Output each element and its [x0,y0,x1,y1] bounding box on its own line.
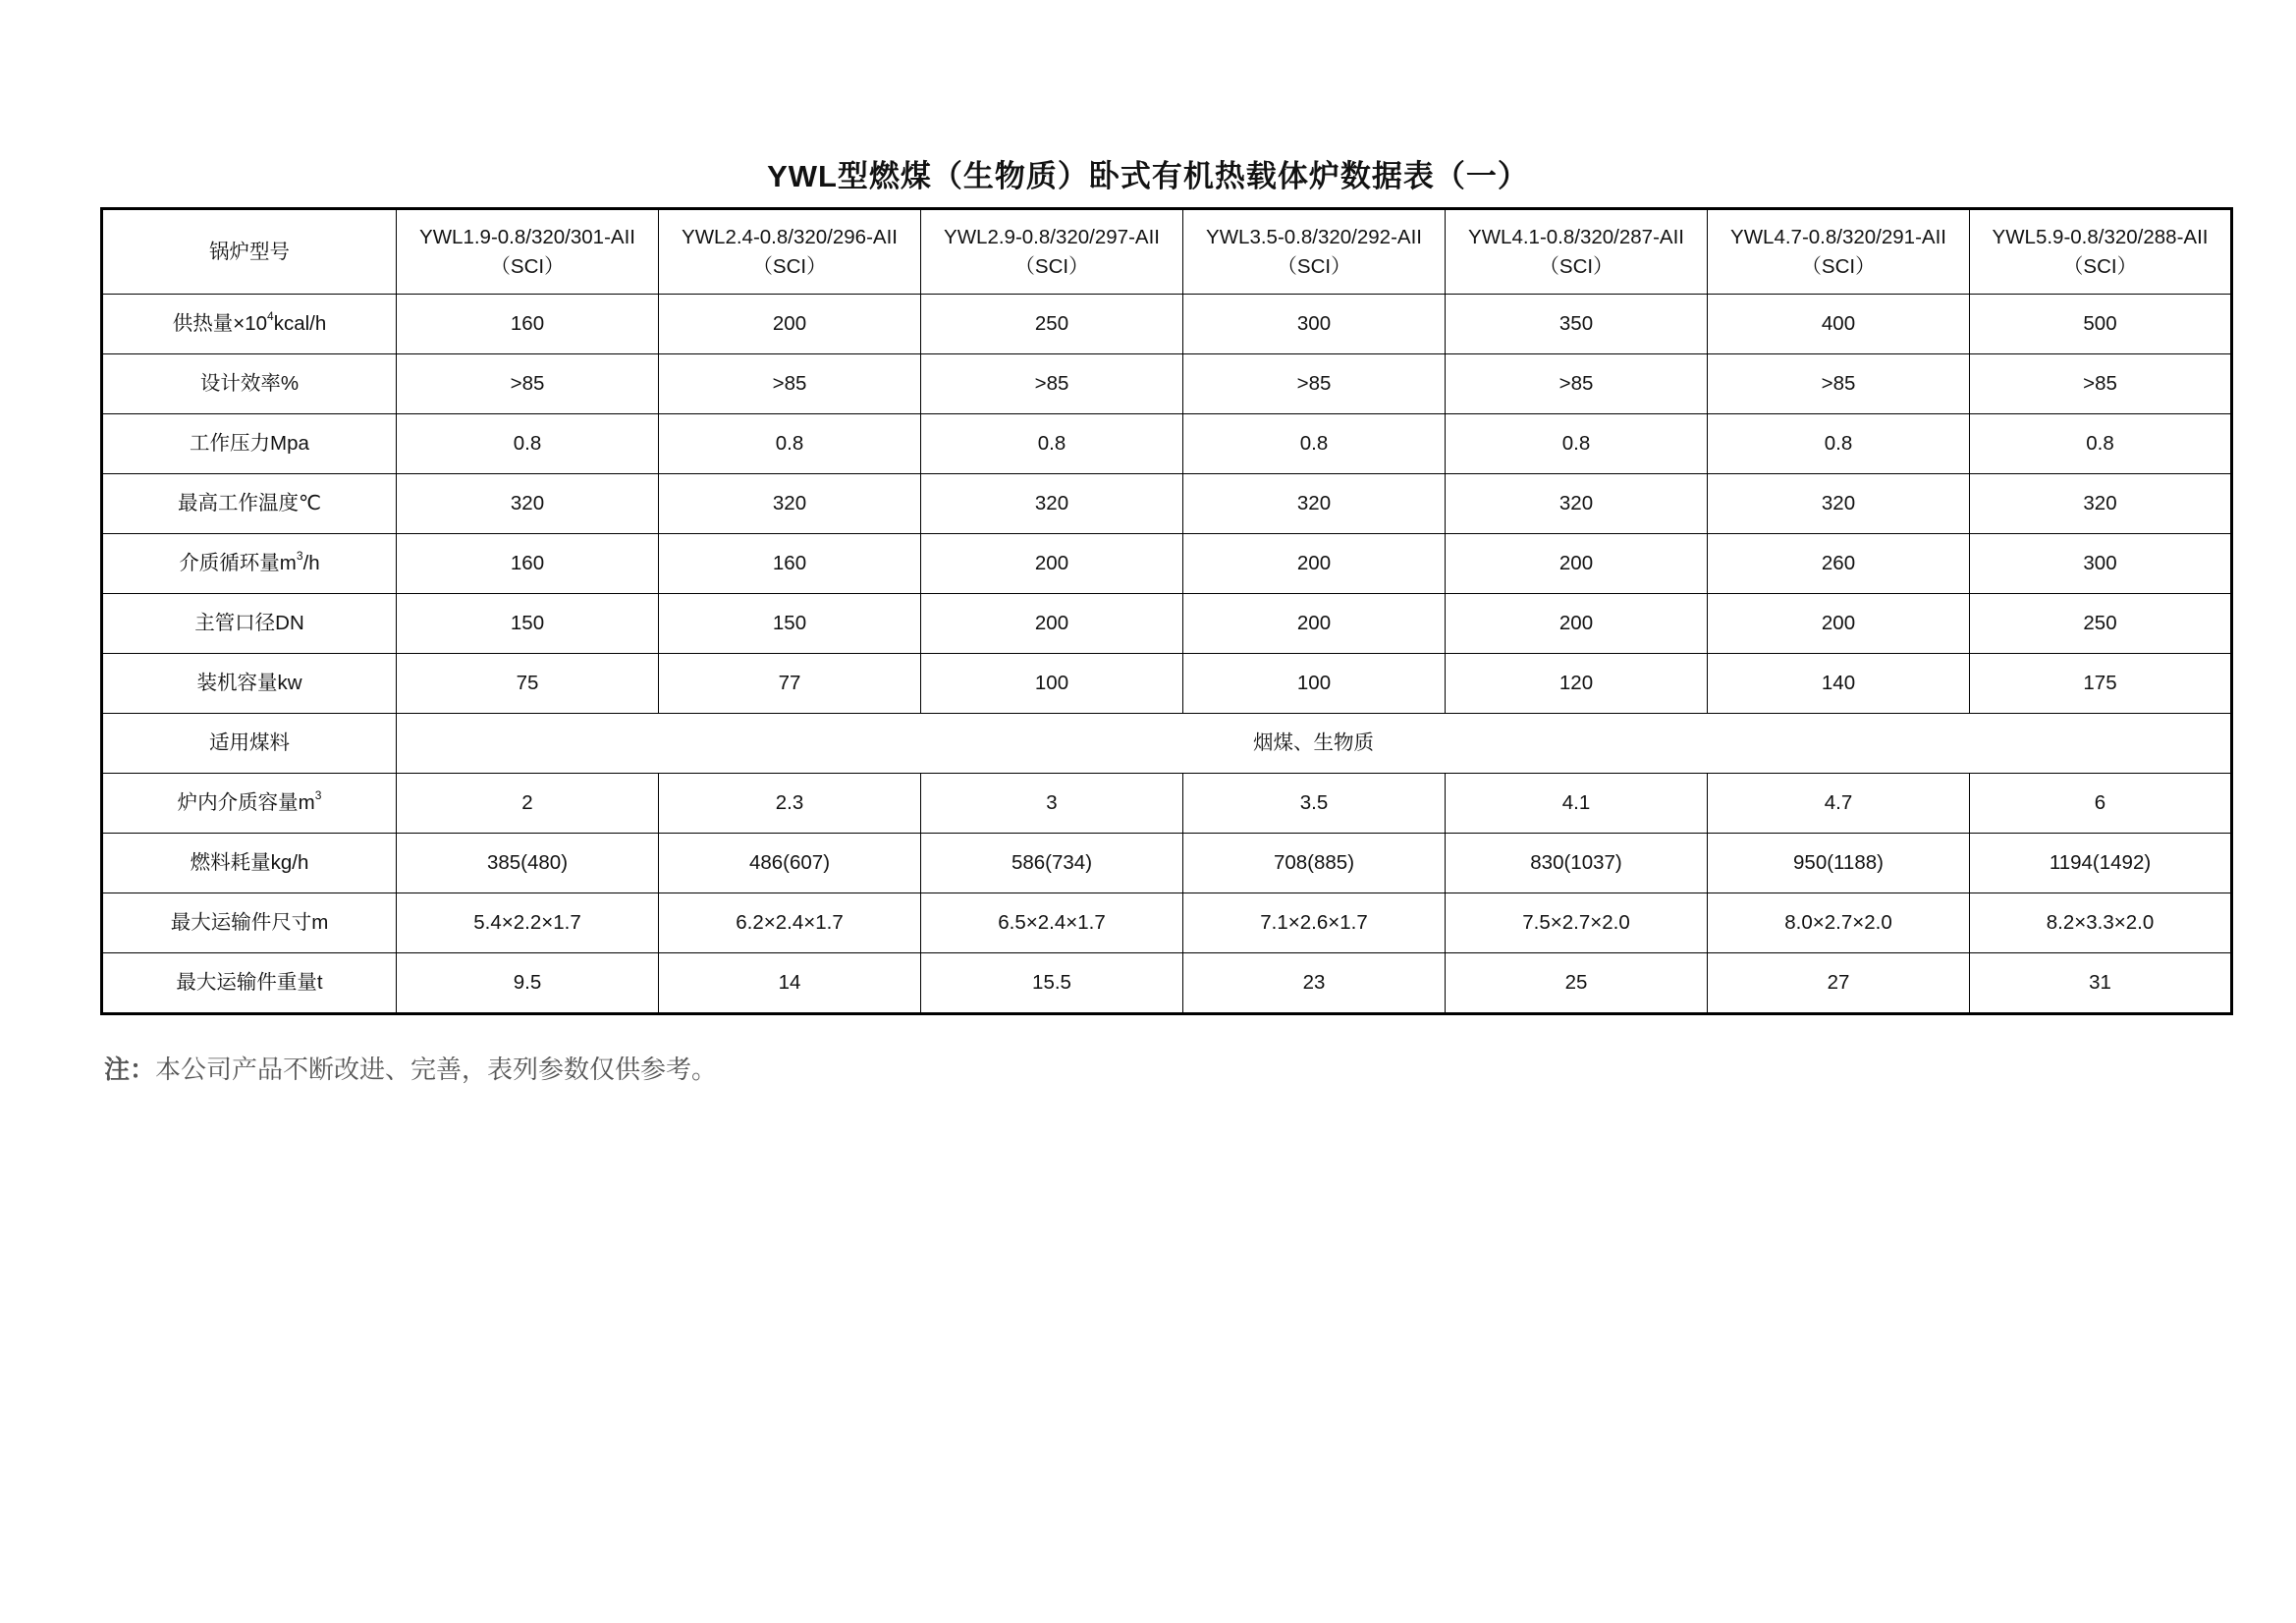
value-cell: 77 [659,654,921,714]
row-label-cell [102,474,397,534]
table-row [102,354,2232,414]
value-cell: 6.5×2.4×1.7 [921,893,1183,953]
row-label-cell [102,295,397,354]
value-cell: 320 [659,474,921,534]
value-cell: 350 [1446,295,1708,354]
value-cell: 0.8 [1183,414,1446,474]
row-label: 炉内介质容量m [177,791,315,814]
table-row [102,714,2232,774]
row-label-superscript: 3 [314,788,322,802]
table-row [102,774,2232,834]
header-label-cell: 锅炉型号 [102,209,397,295]
value-cell: 3 [921,774,1183,834]
page-title: YWL型燃煤（生物质）卧式有机热载体炉数据表（一） [767,159,1529,193]
value-cell: 400 [1708,295,1970,354]
model-name: YWL2.9-0.8/320/297-AII [944,225,1160,248]
value-cell: 950(1188) [1708,834,1970,893]
value-cell: 4.1 [1446,774,1708,834]
model-name: YWL3.5-0.8/320/292-AII [1206,225,1422,248]
table-row [102,534,2232,594]
value-cell: 8.2×3.3×2.0 [1970,893,2232,953]
model-header-cell [1183,209,1446,295]
table-row [102,594,2232,654]
row-label-cell [102,594,397,654]
value-cell: 200 [659,295,921,354]
value-cell: >85 [1446,354,1708,414]
value-cell: >85 [659,354,921,414]
value-cell: 320 [1970,474,2232,534]
row-label-cell [102,534,397,594]
merged-value-cell: 烟煤、生物质 [397,714,2232,774]
value-cell: 200 [1708,594,1970,654]
value-cell: 0.8 [1970,414,2232,474]
model-suffix: （SCI） [1277,254,1351,278]
row-label: 介质循环量m [179,552,297,574]
value-cell: 150 [397,594,659,654]
row-label: 供热量×10 [172,312,268,335]
value-cell: 260 [1708,534,1970,594]
value-cell: 200 [921,594,1183,654]
row-label-cell [102,714,397,774]
model-header-cell [921,209,1183,295]
row-label-superscript: 4 [267,309,274,323]
model-header-cell [1446,209,1708,295]
row-label-cell [102,774,397,834]
value-cell: 200 [1183,534,1446,594]
value-cell: 300 [1183,295,1446,354]
value-cell: 2.3 [659,774,921,834]
value-cell: 5.4×2.2×1.7 [397,893,659,953]
table-row [102,295,2232,354]
footnote-prefix: 注： [104,1055,156,1084]
value-cell: >85 [1970,354,2232,414]
model-suffix: （SCI） [490,254,565,278]
row-label: 适用煤料 [209,731,290,754]
model-header-cell [1708,209,1970,295]
model-header-cell [1970,209,2232,295]
value-cell: 1194(1492) [1970,834,2232,893]
table-row [102,654,2232,714]
value-cell: >85 [1183,354,1446,414]
row-label: 主管口径DN [194,612,304,634]
value-cell: 586(734) [921,834,1183,893]
value-cell: 320 [921,474,1183,534]
value-cell: 200 [1183,594,1446,654]
value-cell: 830(1037) [1446,834,1708,893]
footnote [104,1050,717,1086]
value-cell: 250 [921,295,1183,354]
table-row [102,893,2232,953]
value-cell: 100 [1183,654,1446,714]
value-cell: 320 [397,474,659,534]
row-label: 最大运输件重量t [176,971,323,994]
value-cell: 4.7 [1708,774,1970,834]
row-label-cell [102,834,397,893]
value-cell: >85 [1708,354,1970,414]
value-cell: 120 [1446,654,1708,714]
model-suffix: （SCI） [1014,254,1089,278]
row-label: 工作压力Mpa [190,432,309,455]
model-name: YWL2.4-0.8/320/296-AII [682,225,898,248]
value-cell: 160 [659,534,921,594]
value-cell: 160 [397,295,659,354]
model-header-cell [397,209,659,295]
row-label-unit: /h [302,552,320,574]
value-cell: 200 [1446,534,1708,594]
model-name: YWL4.1-0.8/320/287-AII [1468,225,1684,248]
value-cell: 385(480) [397,834,659,893]
value-cell: 250 [1970,594,2232,654]
row-label-cell [102,893,397,953]
value-cell: 160 [397,534,659,594]
value-cell: 6.2×2.4×1.7 [659,893,921,953]
value-cell: >85 [397,354,659,414]
model-suffix: （SCI） [1801,254,1876,278]
value-cell: 6 [1970,774,2232,834]
value-cell: 486(607) [659,834,921,893]
model-name: YWL4.7-0.8/320/291-AII [1730,225,1946,248]
value-cell: 140 [1708,654,1970,714]
value-cell: 15.5 [921,953,1183,1014]
value-cell: 0.8 [397,414,659,474]
model-name: YWL5.9-0.8/320/288-AII [1992,225,2209,248]
footnote-text: 本公司产品不断改进、完善，表列参数仅供参考。 [155,1055,718,1084]
value-cell: 14 [659,953,921,1014]
value-cell: 0.8 [1446,414,1708,474]
value-cell: 0.8 [659,414,921,474]
value-cell: 31 [1970,953,2232,1014]
value-cell: 200 [921,534,1183,594]
model-header-cell [659,209,921,295]
value-cell: 9.5 [397,953,659,1014]
table-row [102,834,2232,893]
value-cell: 23 [1183,953,1446,1014]
table-row [102,953,2232,1014]
value-cell: 200 [1446,594,1708,654]
value-cell: 320 [1183,474,1446,534]
row-label-cell [102,354,397,414]
row-label-cell [102,654,397,714]
value-cell: 75 [397,654,659,714]
boiler-spec-table [100,207,2233,1015]
model-suffix: （SCI） [1539,254,1613,278]
row-label: 最大运输件尺寸m [170,911,329,934]
table-header-row [102,209,2232,295]
model-name: YWL1.9-0.8/320/301-AII [419,225,635,248]
model-suffix: （SCI） [2062,254,2138,278]
row-label: 最高工作温度℃ [177,492,322,514]
row-label-cell [102,414,397,474]
table-row [102,414,2232,474]
value-cell: 27 [1708,953,1970,1014]
value-cell: 25 [1446,953,1708,1014]
value-cell: 100 [921,654,1183,714]
row-label: 装机容量kw [196,672,302,694]
value-cell: 708(885) [1183,834,1446,893]
table-row [102,474,2232,534]
value-cell: 8.0×2.7×2.0 [1708,893,1970,953]
value-cell: 7.1×2.6×1.7 [1183,893,1446,953]
value-cell: 0.8 [1708,414,1970,474]
value-cell: 2 [397,774,659,834]
value-cell: 320 [1446,474,1708,534]
value-cell: 7.5×2.7×2.0 [1446,893,1708,953]
row-label-unit: kcal/h [273,312,327,335]
value-cell: 3.5 [1183,774,1446,834]
value-cell: >85 [921,354,1183,414]
value-cell: 320 [1708,474,1970,534]
model-suffix: （SCI） [752,254,827,278]
value-cell: 0.8 [921,414,1183,474]
row-label: 燃料耗量kg/h [190,851,309,874]
row-label-superscript: 3 [296,549,303,563]
value-cell: 500 [1970,295,2232,354]
row-label: 设计效率% [199,372,300,395]
value-cell: 150 [659,594,921,654]
row-label-cell [102,953,397,1014]
value-cell: 175 [1970,654,2232,714]
value-cell: 300 [1970,534,2232,594]
